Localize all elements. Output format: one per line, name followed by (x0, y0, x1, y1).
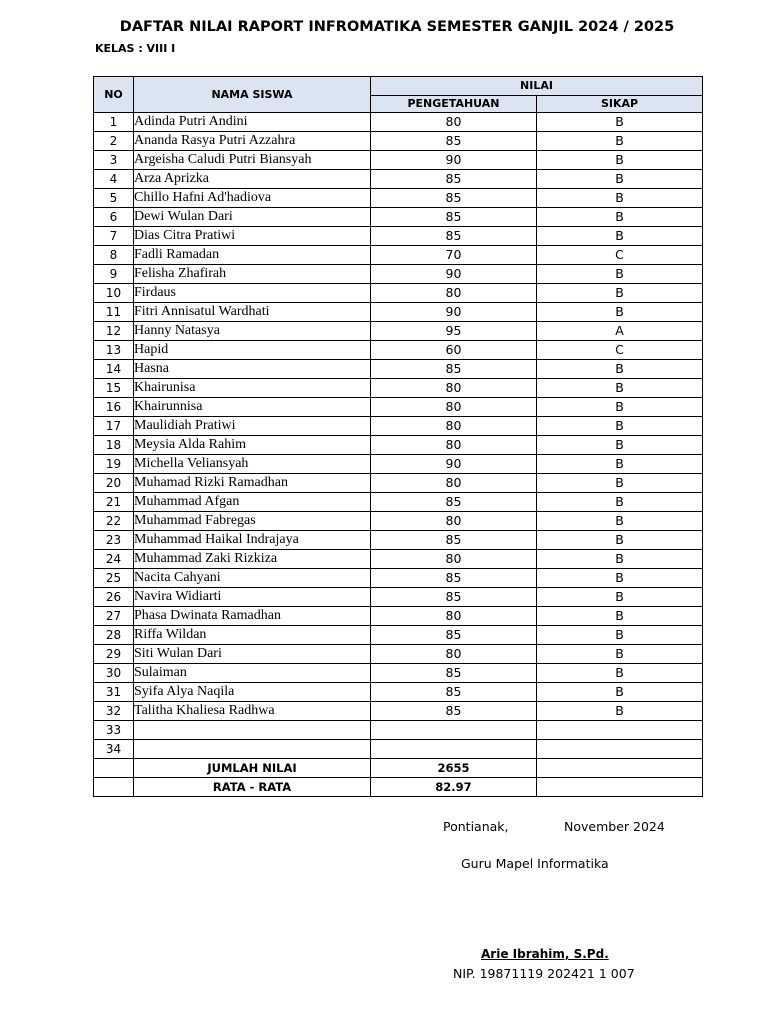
table-row (94, 208, 703, 227)
pengetahuan-score: 80 (371, 436, 537, 455)
table-row (94, 303, 703, 322)
table-row (94, 189, 703, 208)
row-number: 15 (94, 379, 134, 398)
pengetahuan-score: 80 (371, 645, 537, 664)
header-nilai: NILAI (371, 77, 703, 96)
table-row (94, 740, 703, 759)
table-row (94, 151, 703, 170)
total-value: 2655 (371, 759, 537, 778)
table-row (94, 550, 703, 569)
row-number: 6 (94, 208, 134, 227)
grades-table (93, 76, 703, 797)
row-number: 17 (94, 417, 134, 436)
row-number: 28 (94, 626, 134, 645)
pengetahuan-score: 80 (371, 474, 537, 493)
sikap-grade: C (537, 341, 703, 360)
sikap-grade: B (537, 113, 703, 132)
student-name: Muhamad Rizki Ramadhan (134, 474, 371, 493)
pengetahuan-score: 80 (371, 284, 537, 303)
row-number: 21 (94, 493, 134, 512)
header-sikap: SIKAP (537, 96, 703, 113)
student-name: Muhammad Haikal Indrajaya (134, 531, 371, 550)
table-body (94, 113, 703, 759)
pengetahuan-score: 85 (371, 664, 537, 683)
pengetahuan-score: 85 (371, 702, 537, 721)
row-number: 32 (94, 702, 134, 721)
row-number: 27 (94, 607, 134, 626)
table-row (94, 721, 703, 740)
sikap-grade: B (537, 360, 703, 379)
sikap-grade: B (537, 493, 703, 512)
signer-name: Arie Ibrahim, S.Pd. (481, 947, 609, 961)
pengetahuan-score: 80 (371, 512, 537, 531)
row-number: 24 (94, 550, 134, 569)
pengetahuan-score: 85 (371, 493, 537, 512)
table-row (94, 265, 703, 284)
table-row (94, 664, 703, 683)
average-blank-cell (94, 778, 134, 797)
student-name: Phasa Dwinata Ramadhan (134, 607, 371, 626)
sikap-grade (537, 740, 703, 759)
pengetahuan-score: 85 (371, 189, 537, 208)
sikap-grade: B (537, 189, 703, 208)
table-row (94, 113, 703, 132)
pengetahuan-score: 80 (371, 607, 537, 626)
row-number: 25 (94, 569, 134, 588)
table-header (94, 77, 703, 113)
pengetahuan-score: 90 (371, 265, 537, 284)
pengetahuan-score: 80 (371, 398, 537, 417)
class-label: KELAS : VIII I (95, 42, 176, 55)
sikap-grade: B (537, 607, 703, 626)
sikap-grade: B (537, 398, 703, 417)
row-number: 29 (94, 645, 134, 664)
table-row (94, 246, 703, 265)
row-number: 4 (94, 170, 134, 189)
row-number: 26 (94, 588, 134, 607)
header-pengetahuan: PENGETAHUAN (371, 96, 537, 113)
total-sikap-blank (537, 759, 703, 778)
table-row (94, 588, 703, 607)
pengetahuan-score: 85 (371, 683, 537, 702)
sikap-grade: B (537, 569, 703, 588)
student-name (134, 721, 371, 740)
row-number: 7 (94, 227, 134, 246)
pengetahuan-score: 80 (371, 379, 537, 398)
pengetahuan-score: 85 (371, 531, 537, 550)
sikap-grade: B (537, 227, 703, 246)
row-number: 2 (94, 132, 134, 151)
total-row (94, 759, 703, 778)
table-row (94, 284, 703, 303)
sikap-grade: B (537, 151, 703, 170)
average-sikap-blank (537, 778, 703, 797)
signer-role: Guru Mapel Informatika (461, 856, 609, 871)
student-name: Riffa Wildan (134, 626, 371, 645)
total-label: JUMLAH NILAI (134, 759, 371, 778)
student-name: Dias Citra Pratiwi (134, 227, 371, 246)
sikap-grade: B (537, 436, 703, 455)
sikap-grade: A (537, 322, 703, 341)
average-value: 82.97 (371, 778, 537, 797)
pengetahuan-score: 95 (371, 322, 537, 341)
pengetahuan-score: 70 (371, 246, 537, 265)
pengetahuan-score: 85 (371, 588, 537, 607)
row-number: 8 (94, 246, 134, 265)
row-number: 18 (94, 436, 134, 455)
pengetahuan-score: 85 (371, 208, 537, 227)
student-name: Ananda Rasya Putri Azzahra (134, 132, 371, 151)
student-name: Maulidiah Pratiwi (134, 417, 371, 436)
sikap-grade: B (537, 702, 703, 721)
sikap-grade: B (537, 208, 703, 227)
student-name: Sulaiman (134, 664, 371, 683)
sikap-grade: B (537, 626, 703, 645)
table-row (94, 322, 703, 341)
student-name: Meysia Alda Rahim (134, 436, 371, 455)
student-name: Adinda Putri Andini (134, 113, 371, 132)
sikap-grade: B (537, 474, 703, 493)
table-row (94, 607, 703, 626)
row-number: 5 (94, 189, 134, 208)
table-row (94, 341, 703, 360)
student-name: Arza Aprizka (134, 170, 371, 189)
document-title: DAFTAR NILAI RAPORT INFROMATIKA SEMESTER GANJIL 2024 / 2025 (119, 19, 675, 35)
student-name: Muhammad Zaki Rizkiza (134, 550, 371, 569)
total-blank-cell (94, 759, 134, 778)
student-name: Chillo Hafni Ad'hadiova (134, 189, 371, 208)
student-name: Nacita Cahyani (134, 569, 371, 588)
sikap-grade: B (537, 550, 703, 569)
table-row (94, 455, 703, 474)
sikap-grade: B (537, 170, 703, 189)
pengetahuan-score: 90 (371, 151, 537, 170)
student-name: Hanny Natasya (134, 322, 371, 341)
sikap-grade: B (537, 455, 703, 474)
table-row (94, 379, 703, 398)
pengetahuan-score: 85 (371, 170, 537, 189)
table-row (94, 626, 703, 645)
table-row (94, 417, 703, 436)
average-label: RATA - RATA (134, 778, 371, 797)
table-row (94, 170, 703, 189)
row-number: 10 (94, 284, 134, 303)
row-number: 31 (94, 683, 134, 702)
row-number: 14 (94, 360, 134, 379)
signer-nip: NIP. 19871119 202421 1 007 (453, 966, 635, 981)
row-number: 12 (94, 322, 134, 341)
student-name: Khairunisa (134, 379, 371, 398)
pengetahuan-score: 80 (371, 113, 537, 132)
row-number: 19 (94, 455, 134, 474)
header-nama-siswa: NAMA SISWA (134, 77, 371, 113)
sikap-grade: B (537, 683, 703, 702)
row-number: 9 (94, 265, 134, 284)
header-no: NO (94, 77, 134, 113)
student-name: Navira Widiarti (134, 588, 371, 607)
student-name: Fitri Annisatul Wardhati (134, 303, 371, 322)
sikap-grade: B (537, 132, 703, 151)
table-row (94, 132, 703, 151)
pengetahuan-score: 60 (371, 341, 537, 360)
student-name: Dewi Wulan Dari (134, 208, 371, 227)
table-row (94, 702, 703, 721)
student-name (134, 740, 371, 759)
row-number: 22 (94, 512, 134, 531)
table-row (94, 493, 703, 512)
sikap-grade: B (537, 645, 703, 664)
sikap-grade: C (537, 246, 703, 265)
table-row (94, 398, 703, 417)
pengetahuan-score: 90 (371, 455, 537, 474)
student-name: Michella Veliansyah (134, 455, 371, 474)
table-row (94, 531, 703, 550)
pengetahuan-score: 85 (371, 132, 537, 151)
row-number: 33 (94, 721, 134, 740)
signature-date: November 2024 (564, 819, 665, 834)
sikap-grade: B (537, 531, 703, 550)
row-number: 1 (94, 113, 134, 132)
sikap-grade: B (537, 512, 703, 531)
pengetahuan-score (371, 721, 537, 740)
student-name: Khairunnisa (134, 398, 371, 417)
table-row (94, 569, 703, 588)
pengetahuan-score: 90 (371, 303, 537, 322)
student-name: Muhammad Fabregas (134, 512, 371, 531)
pengetahuan-score: 85 (371, 569, 537, 588)
student-name: Argeisha Caludi Putri Biansyah (134, 151, 371, 170)
row-number: 3 (94, 151, 134, 170)
student-name: Felisha Zhafirah (134, 265, 371, 284)
pengetahuan-score: 85 (371, 227, 537, 246)
row-number: 11 (94, 303, 134, 322)
table-row (94, 645, 703, 664)
pengetahuan-score: 85 (371, 360, 537, 379)
sikap-grade: B (537, 588, 703, 607)
pengetahuan-score: 80 (371, 550, 537, 569)
student-name: Hasna (134, 360, 371, 379)
sikap-grade: B (537, 664, 703, 683)
student-name: Fadli Ramadan (134, 246, 371, 265)
row-number: 13 (94, 341, 134, 360)
student-name: Muhammad Afgan (134, 493, 371, 512)
row-number: 16 (94, 398, 134, 417)
row-number: 23 (94, 531, 134, 550)
student-name: Siti Wulan Dari (134, 645, 371, 664)
row-number: 30 (94, 664, 134, 683)
table-row (94, 360, 703, 379)
student-name: Talitha Khaliesa Radhwa (134, 702, 371, 721)
row-number: 34 (94, 740, 134, 759)
average-row (94, 778, 703, 797)
student-name: Firdaus (134, 284, 371, 303)
pengetahuan-score: 85 (371, 626, 537, 645)
pengetahuan-score (371, 740, 537, 759)
signature-place: Pontianak, (443, 819, 509, 834)
pengetahuan-score: 80 (371, 417, 537, 436)
sikap-grade: B (537, 417, 703, 436)
sikap-grade: B (537, 265, 703, 284)
sikap-grade: B (537, 303, 703, 322)
sikap-grade: B (537, 284, 703, 303)
table-summary (94, 759, 703, 797)
table-row (94, 474, 703, 493)
table-row (94, 512, 703, 531)
student-name: Syifa Alya Naqila (134, 683, 371, 702)
table-row (94, 436, 703, 455)
table-row (94, 683, 703, 702)
sikap-grade (537, 721, 703, 740)
student-name: Hapid (134, 341, 371, 360)
table-row (94, 227, 703, 246)
row-number: 20 (94, 474, 134, 493)
sikap-grade: B (537, 379, 703, 398)
